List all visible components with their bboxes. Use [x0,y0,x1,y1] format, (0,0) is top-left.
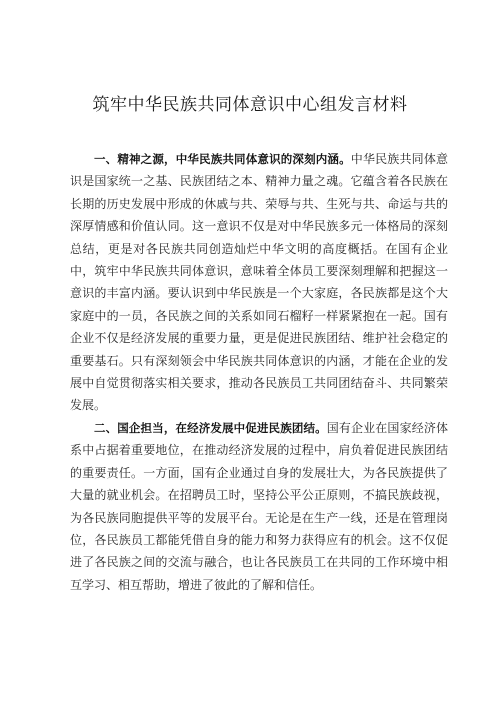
section-paragraph-1 [70,148,448,417]
document-body [70,148,448,596]
section-paragraph-2 [70,417,448,596]
section-heading-2: 二、国企担当，在经济发展中促进民族团结。 [94,420,327,435]
section-text-2: 国有企业在国家经济体系中占据着重要地位，在推动经济发展的过程中，肩负着促进民族团结的重要责任。一方面，国有企业通过自身的发展壮大，为各民族提供了大量的就业机会。在招聘员工时，坚持公平公正原则，不搞民族歧视，为各民族同胞提供平等的发展平台。无论是在生产一线，还是在管理岗位，各民族员工都能凭借自身的能力和努力获得应有的机会。这不仅促进了各民族之间的交流与融合，也让各民族员工在共同的工作环境中相互学习、相互帮助，增进了彼此的了解和信任。 [70,420,448,592]
section-text-1: 中华民族共同体意识是国家统一之基、民族团结之本、精神力量之魂。它蕴含着各民族在长期的历史发展中形成的休戚与共、荣辱与共、生死与共、命运与共的深厚情感和价值认同。这一意识不仅是对中华民族多元一体格局的深刻总结，更是对各民族共同创造灿烂中华文明的高度概括。在国有企业中，筑牢中华民族共同体意识，意味着全体员工要深刻理解和把握这一意识的丰富内涵。要认识到中华民族是一个大家庭，各民族都是这个大家庭中的一员，各民族之间的关系如同石榴籽一样紧紧抱在一起。国有企业不仅是经济发展的重要力量，更是促进民族团结、维护社会稳定的重要基石。只有深刻领会中华民族共同体意识的内涵，才能在企业的发展中自觉贯彻落实相关要求，推动各民族员工共同团结奋斗、共同繁荣发展。 [70,152,448,413]
section-heading-1: 一、精神之源，中华民族共同体意识的深刻内涵。 [94,152,351,166]
document-title: 筑牢中华民族共同体意识中心组发言材料 [92,95,408,115]
